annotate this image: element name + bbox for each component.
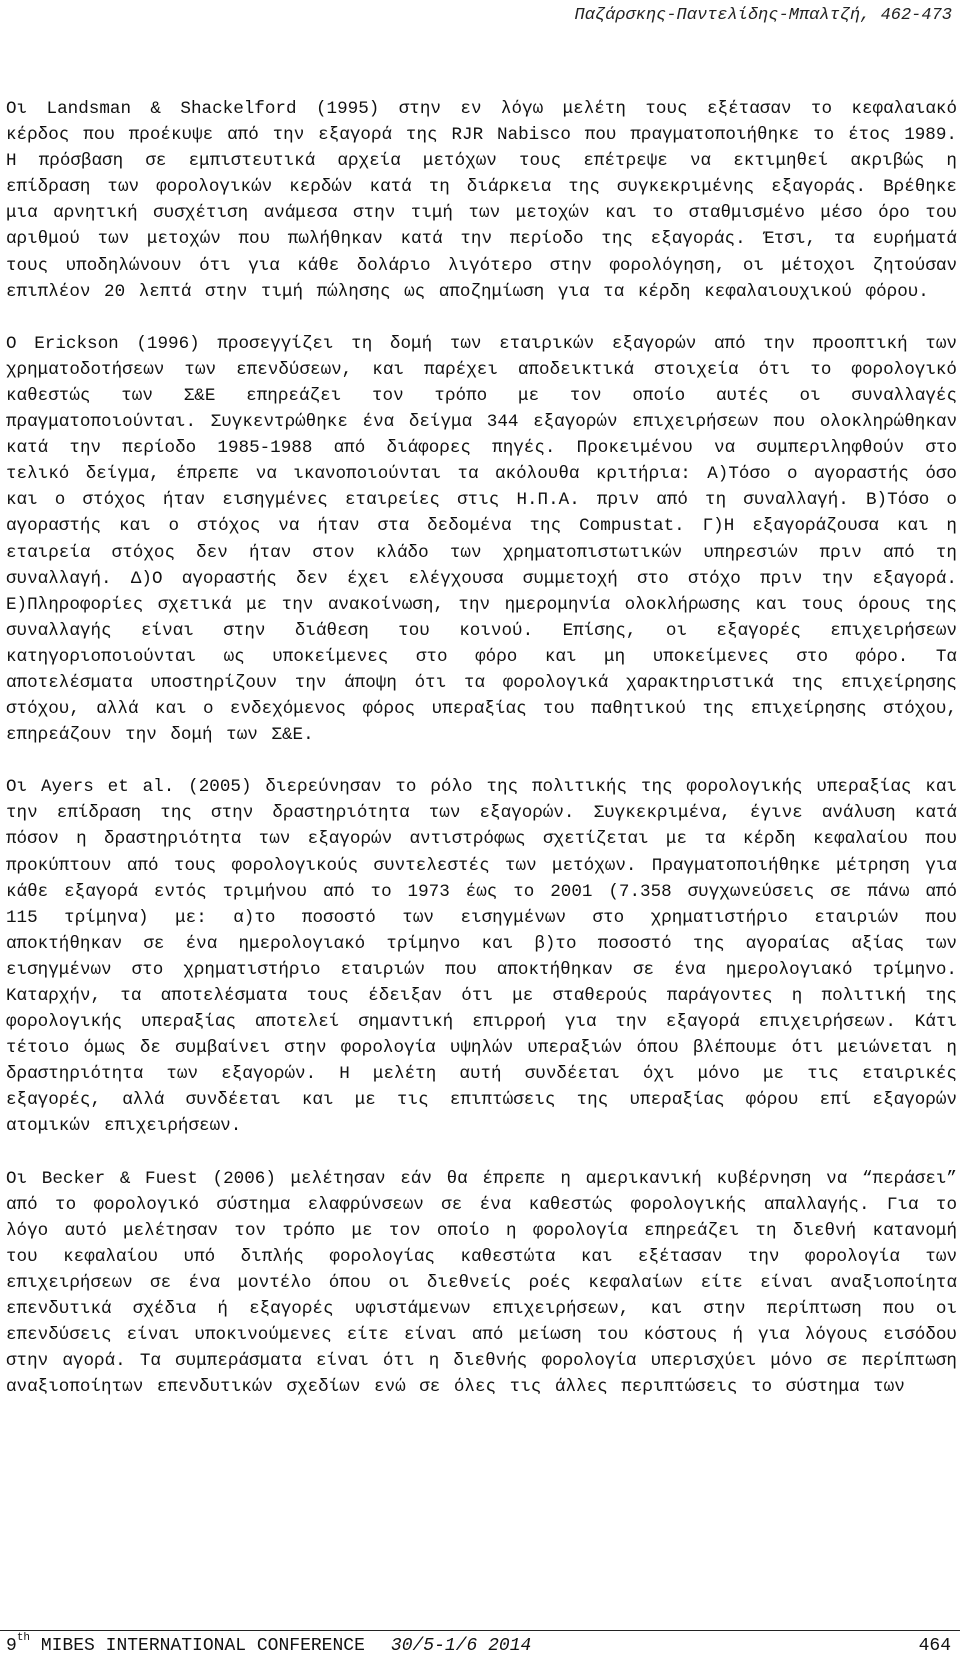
paragraph-becker-fuest: Οι Becker & Fuest (2006) μελέτησαν εάν θα έπρεπε η αμερικανική κυβέρνηση να “περάσει” από το φορολογικό σύστημα ελαφρύνσεων σε ένα καθεστώς φορολογικής απαλλαγής. Για το λόγο αυτό μελέτησαν τον τρόπο με τον οποίο η φορολογία επηρεάζει τη διεθνή κατανομή του κεφαλαίου υπό διπλής φορολογίας καθεστώτα και εξέτασαν την φορολογία των επιχειρήσεων σε ένα μοντέλο όπου οι διεθνείς ροές κεφαλαίων είτε είναι αναξιοποίητα επενδυτικά σχέδια ή εξαγορές υφιστάμενων επιχειρήσεων, και στην περίπτωση που οι επενδύσεις είναι υποκινούμενες είτε είναι από μείωση του κόστους ή για λόγους εισόδου στην αγορά. Τα συμπεράσματα είναι ότι η διεθνής φορολογία υπερισχύει μόνο σε περίπτωση αναξιοποίητων επενδυτικών σχεδίων ενώ σε όλες τις άλλες περιπτώσεις το σύστημα των [6,1168,957,1398]
conference-dates: 30/5-1/6 2014 [390,1636,532,1656]
paragraph-landsman-shackelford: Οι Landsman & Shackelford (1995) στην εν λόγω μελέτη τους εξέτασαν το κεφαλαιακό κέρδος που προέκυψε από την εξαγορά της RJR Nabisco που πραγματοποιήθηκε το έτος 1989. Η πρόσβαση σε εμπιστευτικά αρχεία μετόχων τους επέτρεψε να εκτιμηθεί ακριβώς η επίδραση των φορολογικών κερδών κατά τη διάρκεια της συγκεκριμένης εξαγοράς. Βρέθηκε μια αρνητική συσχέτιση ανάμεσα στην τιμή των μετοχών και το σταθμισμένο μέσο όρο του αριθμού των μετοχών που πωλήθηκαν κατά την περίοδο της εξαγοράς. Έτσι, τα ευρήματά τους υποδηλώνουν ότι για κάθε δολάριο λιγότερο στην φορολόγηση, οι μέτοχοι ζητούσαν επιπλέον 20 λεπτά στην τιμή πώλησης ως αποζημίωση για τα κέρδη κεφαλαιουχικού φόρου. [6,99,957,302]
edition-suffix: th [16,1632,31,1644]
running-header: Παζάρσκης-Παντελίδης-Μπαλτζή, 462-473 [574,6,952,25]
paragraph-ayers: Οι Ayers et al. (2005) διερεύνησαν το ρόλο της πολιτικής της φορολογικής υπεραξίας και την επίδραση της στην δραστηριότητα των εξαγορών. Συγκεκριμένα, έγινε ανάλυση κατά πόσον η δραστηριότητα των εξαγορών αντιστρόφως σχετίζεται με τα κέρδη κεφαλαίου που προκύπτουν από τους φορολογικούς συντελεστές των μετόχων. Πραγματοποιήθηκε μέτρηση για κάθε εξαγορά εντός τριμήνου από το 1973 έως το 2001 (7.358 συγχωνεύσεις σε πάνω από 115 τρίμηνα) με: α)το ποσοστό των εισηγμένων στο χρηματιστήριο εταιριών που αποκτήθηκαν σε ένα ημερολογιακό τρίμηνο και β)το ποσοστό της αγοραίας αξίας των εισηγμένων στο χρηματιστήριο εταιριών που αποκτήθηκαν σε ένα ημερολογιακό τρίμηνο. Καταρχήν, τα αποτελέσματα τους έδειξαν ότι με σταθερούς παράγοντες η πολιτική της φορολογικής υπεραξίας αποτελεί σημαντική επιρροή για την εξαγορά επιχειρήσεων. Κάτι τέτοιο όμως δε συμβαίνει στην φορολογία υψηλών υπεραξιών όπου βλέπουμε ότι μειώνεται η δραστηριότητα των εξαγορών. Η μελέτη αυτή συνδέεται όχι μόνο με τις εταιρικές εξαγορές, αλλά συνδέεται και με τις επιπτώσεις της υπεραξίας φόρου επί εξαγορών ατομικών επιχειρήσεων. [6,777,957,1137]
footer-conference [6,1632,532,1656]
conference-name: MIBES INTERNATIONAL CONFERENCE [40,1636,365,1656]
edition-number: 9 [6,1636,17,1656]
body-text [6,96,957,1426]
page-number: 464 [918,1636,951,1656]
page-footer [6,1632,951,1662]
paragraph-erickson: Ο Erickson (1996) προσεγγίζει τη δομή των εταιρικών εξαγορών από την προοπτική των χρηματοδοτήσεων των επενδύσεων, και παρέχει αποδεικτικά στοιχεία ότι το φορολογικό καθεστώς των Σ&Ε επηρεάζει τον τρόπο με τον οποίο αυτές οι συναλλαγές πραγματοποιούνται. Συγκεντρώθηκε ένα δείγμα 344 εξαγορών επιχειρήσεων που ολοκληρώθηκαν κατά την περίοδο 1985-1988 από διάφορες πηγές. Προκειμένου να συμπεριληφθούν στο τελικό δείγμα, έπρεπε να ικανοποιούνται τα ακόλουθα κριτήρια: Α)Τόσο ο αγοραστής όσο και ο στόχος ήταν εισηγμένες εταιρείες στις Η.Π.Α. πριν από τη συναλλαγή. Β)Τόσο ο αγοραστής και ο στόχος να ήταν στα δεδομένα της Compustat. Γ)Η εξαγοράζουσα και η εταιρεία στόχος δεν ήταν στον κλάδο των χρηματοπιστωτικών υπηρεσιών πριν από τη συναλλαγή. Δ)Ο αγοραστής δεν έχει ελέγχουσα συμμετοχή στο στόχο πριν την εξαγορά. Ε)Πληροφορίες σχετικά με την ανακοίνωση, την ημερομηνία ολοκλήρωσης και τους όρους της συναλλαγής είναι στην διάθεση του κοινού. Επίσης, οι εξαγορές επιχειρήσεων κατηγοριοποιούνται ως υποκείμενες στο φόρο και μη υποκείμενες στο φόρο. Τα αποτελέσματα υποστηρίζουν την άποψη ότι τα φορολογικά χαρακτηριστικά της επιχείρησης στόχου, αλλά και ο ενδεχόμενος φόρος υπεραξίας του παθητικού της επιχείρησης στόχου, επηρεάζουν την δομή των Σ&Ε. [6,333,957,746]
footer-divider [0,1630,960,1631]
